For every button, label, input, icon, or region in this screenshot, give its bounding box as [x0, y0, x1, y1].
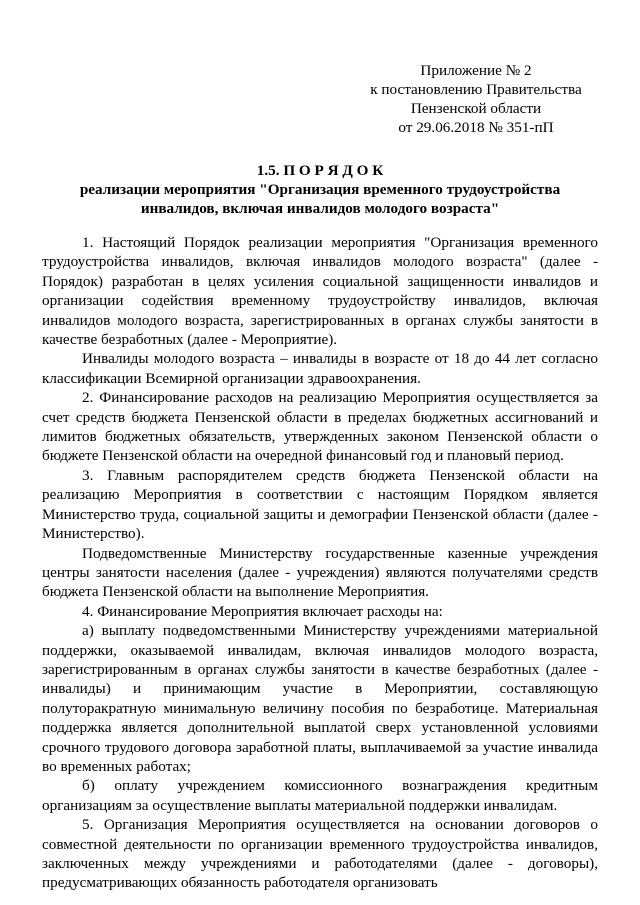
paragraph-4b: б) оплату учреждением комиссионного вознаграждения кредитным организациям за осуществление выплаты материальной поддержки инвалидам. [42, 777, 598, 814]
heading-subtitle-line1: реализации мероприятия "Организация временного трудоустройства [79, 181, 561, 198]
paragraph-subordinate-institutions: Подведомственные Министерству государственные казенные учреждения центры занятости населения (далее - учреждения) являются получателями средств бюджета Пензенской области на выполнение Мероприятия. [42, 544, 598, 601]
heading-title: 1.5. П О Р Я Д О К [256, 162, 384, 179]
paragraph-4: 4. Финансирование Мероприятия включает расходы на: [82, 602, 443, 620]
heading-subtitle-line2: инвалидов, включая инвалидов молодого возраста" [140, 200, 500, 217]
paragraph-5: 5. Организация Мероприятия осуществляется на основании договоров о совместной деятельности по организации временного трудоустройства инвалидов, заключенных между учреждениями и работодателями (далее - договоры), предусматривающих обязанность работодателя организовать [42, 816, 598, 892]
paragraph-4a: а) выплату подведомственными Министерству учреждениями материальной поддержки, оказываемой инвалидам, включая инвалидов молодого возраста, зарегистрированным в органах службы занятости в качестве безработных (далее - инвалиды) и принимающим участие в Мероприятии, составляющую полуторакратную минимальную величину пособия по безработице. Материальная поддержка является дополнительной выплатой сверх установленной условиями срочного трудового договора заработной платы, выплачиваемой за участие инвалида во временных работах; [42, 622, 598, 775]
appendix-block [364, 61, 588, 137]
document-body [42, 233, 598, 893]
appendix-number: Приложение № 2 [420, 62, 532, 79]
paragraph-2: 2. Финансирование расходов на реализацию Мероприятия осуществляется за счет средств бюджета Пензенской области в пределах бюджетных ассигнований и лимитов бюджетных обязательств, утвержденных законом Пензенской области о бюджете Пензенской области на очередной финансовый год и плановый период. [42, 389, 598, 465]
appendix-date: от 29.06.2018 № 351-пП [398, 119, 554, 136]
appendix-resolution-ref: к постановлению Правительства [370, 81, 582, 98]
paragraph-1: 1. Настоящий Порядок реализации мероприятия "Организация временного трудоустройства инвалидов, включая инвалидов молодого возраста" (далее - Порядок) разработан в целях усиления социальной защищенности инвалидов и организации содействия временному трудоустройству инвалидов, включая инвалидов молодого возраста, зарегистрированных в органах службы занятости в качестве безработных (далее - Мероприятие). [42, 234, 598, 349]
paragraph-young-disabled-definition: Инвалиды молодого возраста – инвалиды в возрасте от 18 до 44 лет согласно классификации Всемирной организации здравоохранения. [42, 350, 598, 387]
document-heading [40, 161, 600, 218]
paragraph-3: 3. Главным распорядителем средств бюджета Пензенской области на реализацию Мероприятия в соответствии с настоящим Порядком является Министерство труда, социальной защиты и демографии Пензенской области (далее - Министерство). [42, 466, 598, 543]
appendix-region: Пензенской области [410, 100, 542, 117]
